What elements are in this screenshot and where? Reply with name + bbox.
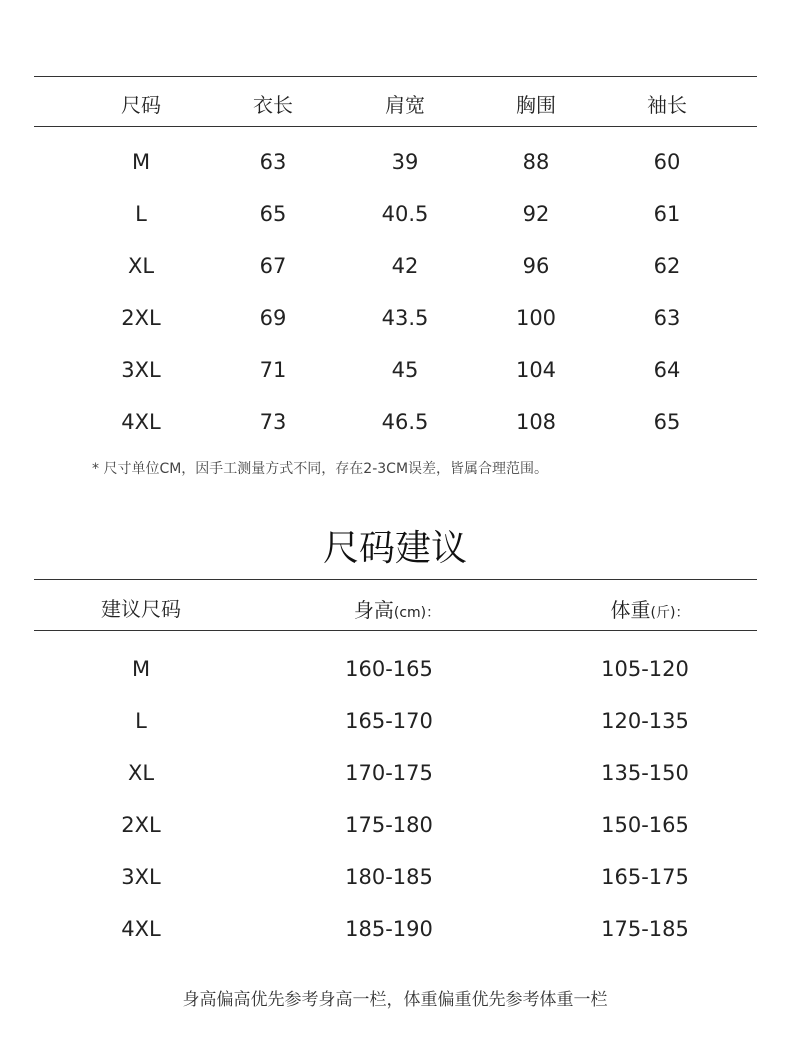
sleeve-cell: 63 (653, 306, 681, 330)
header-weight-colon: ： (675, 605, 690, 621)
rec-size-cell: 4XL (121, 917, 161, 941)
table-top-rule (34, 76, 757, 77)
size-cell: 4XL (121, 410, 161, 434)
chest-cell: 100 (515, 306, 557, 330)
rec-weight-cell: 165-175 (601, 865, 689, 889)
rec-top-rule (34, 579, 757, 580)
header-weight-label: 体重 (610, 598, 651, 622)
chest-cell: 96 (522, 254, 550, 278)
length-cell: 69 (259, 306, 287, 330)
length-cell: 71 (259, 358, 287, 382)
shoulder-cell: 43.5 (381, 306, 429, 330)
length-cell: 73 (259, 410, 287, 434)
shoulder-cell: 40.5 (381, 202, 429, 226)
shoulder-cell: 46.5 (381, 410, 429, 434)
shoulder-cell: 42 (391, 254, 419, 278)
rec-header-rule (34, 630, 757, 631)
chest-cell: 88 (522, 150, 550, 174)
rec-size-cell: 2XL (121, 813, 161, 837)
sleeve-cell: 61 (653, 202, 681, 226)
chest-cell: 104 (515, 358, 557, 382)
recommendation-title: 尺码建议 (322, 528, 467, 569)
rec-height-cell: 165-170 (345, 709, 433, 733)
size-cell: 2XL (121, 306, 161, 330)
chest-cell: 108 (515, 410, 557, 434)
header-length: 衣长 (253, 93, 293, 117)
rec-height-cell: 180-185 (345, 865, 433, 889)
rec-height-cell: 185-190 (345, 917, 433, 941)
rec-weight-cell: 135-150 (601, 761, 689, 785)
rec-weight-cell: 120-135 (601, 709, 689, 733)
sleeve-cell: 60 (653, 150, 681, 174)
header-weight-unit: (斤) (650, 605, 676, 621)
table-header-rule (34, 126, 757, 127)
header-size: 尺码 (121, 93, 161, 117)
length-cell: 63 (259, 150, 287, 174)
header-recommended-size: 建议尺码 (101, 597, 181, 621)
sleeve-cell: 62 (653, 254, 681, 278)
shoulder-cell: 45 (391, 358, 419, 382)
rec-size-cell: M (131, 657, 151, 681)
header-height-label: 身高 (353, 598, 394, 622)
rec-height-cell: 160-165 (345, 657, 433, 681)
size-cell: L (135, 202, 147, 226)
chest-cell: 92 (522, 202, 550, 226)
header-height (354, 594, 440, 623)
rec-weight-cell: 175-185 (601, 917, 689, 941)
size-cell: M (131, 150, 151, 174)
header-sleeve: 袖长 (647, 93, 687, 117)
rec-weight-cell: 150-165 (601, 813, 689, 837)
length-cell: 65 (259, 202, 287, 226)
size-cell: 3XL (121, 358, 161, 382)
measurement-note: * 尺寸单位CM，因手工测量方式不同，存在2-3CM误差，皆属合理范围。 (92, 461, 549, 477)
rec-height-cell: 170-175 (345, 761, 433, 785)
rec-height-cell: 175-180 (345, 813, 433, 837)
sleeve-cell: 64 (653, 358, 681, 382)
header-weight (611, 594, 690, 623)
rec-weight-cell: 105-120 (601, 657, 689, 681)
size-cell: XL (127, 254, 155, 278)
recommendation-footer-note: 身高偏高优先参考身高一栏，体重偏重优先参考体重一栏 (182, 990, 608, 1010)
length-cell: 67 (259, 254, 287, 278)
header-chest: 胸围 (516, 93, 556, 117)
shoulder-cell: 39 (391, 150, 419, 174)
header-shoulder: 肩宽 (385, 93, 425, 117)
sleeve-cell: 65 (653, 410, 681, 434)
rec-size-cell: XL (127, 761, 155, 785)
header-height-unit: (cm) (393, 605, 427, 621)
rec-size-cell: L (135, 709, 147, 733)
rec-size-cell: 3XL (121, 865, 161, 889)
header-height-colon: ： (426, 605, 441, 621)
